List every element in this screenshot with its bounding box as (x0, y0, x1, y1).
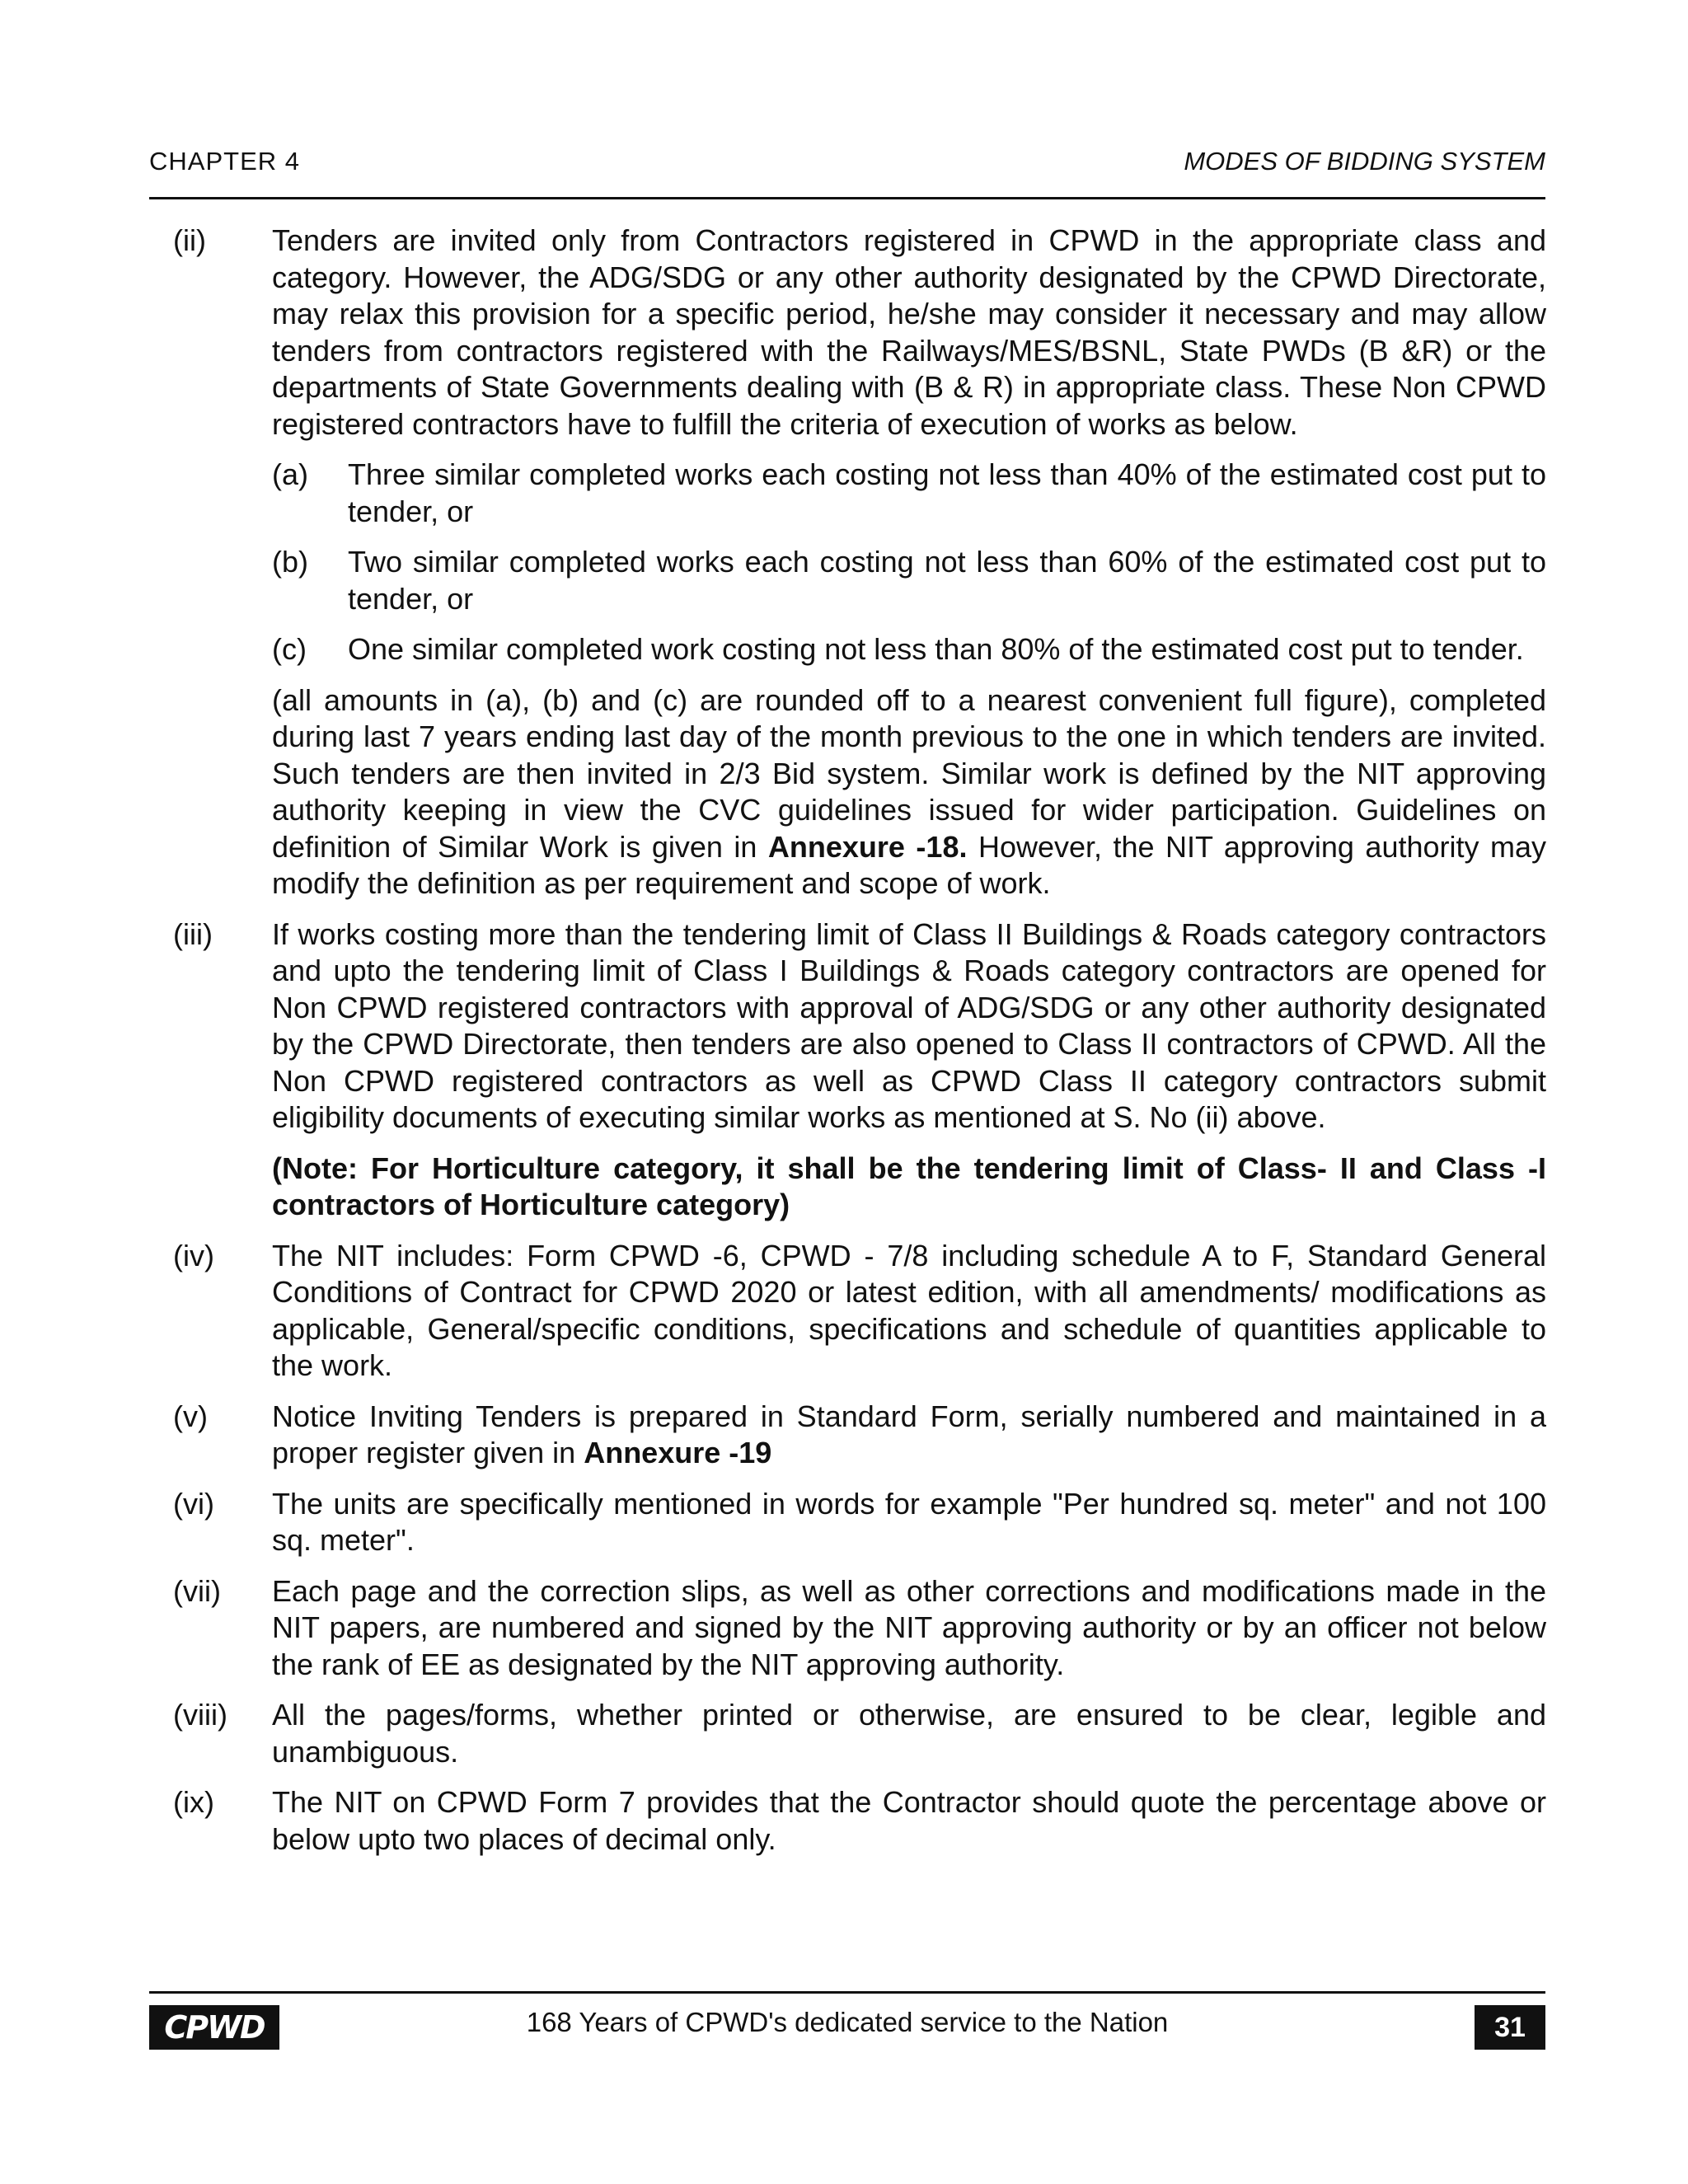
footer-divider (149, 1991, 1545, 1994)
item-number: (ix) (173, 1785, 214, 1819)
sub-item-text: Three similar completed works each costing not less than 40% of the estimated cost put to tender, or (348, 457, 1546, 528)
similar-work-paragraph (272, 682, 1546, 902)
document-body (173, 223, 1546, 1872)
sub-item-text: One similar completed work costing not less than 80% of the estimated cost put to tender. (348, 632, 1524, 666)
header-divider (149, 197, 1545, 199)
list-item-iii (173, 916, 1546, 1137)
chapter-label: CHAPTER 4 (149, 147, 300, 176)
item-text: Notice Inviting Tenders is prepared in Standard Form, serially numbered and maintained in a proper register given in (272, 1399, 1546, 1469)
page-header (149, 142, 1545, 183)
item-text: The NIT includes: Form CPWD -6, CPWD - 7/8 including schedule A to F, Standard General Conditions of Contract for CPWD 2020 or latest edition, with all amendments/ modifications as applicable, General/specific conditions, specifications and schedule of quantities applicable to the work. (272, 1238, 1546, 1382)
item-text: If works costing more than the tendering limit of Class II Buildings & Roads category contractors and upto the tendering limit of Class I Buildings & Roads category contractors are opened for Non CPWD registered contractors with approval of ADG/SDG or any other authority designated by the CPWD Directorate, then tenders are also opened to Class II contractors of CPWD. All the Non CPWD registered contractors as well as CPWD Class II category contractors submit eligibility documents of executing similar works as mentioned at S. No (ii) above. (272, 916, 1546, 1134)
chapter-title: MODES OF BIDDING SYSTEM (1184, 147, 1545, 176)
list-item-vii (173, 1573, 1546, 1684)
item-number: (v) (173, 1399, 208, 1433)
sub-item-c (272, 631, 1546, 668)
item-text: The NIT on CPWD Form 7 provides that the Contractor should quote the percentage above or below upto two places of decimal only. (272, 1785, 1546, 1856)
cpwd-logo: CPWD (149, 2005, 279, 2050)
sub-item-b (272, 544, 1546, 617)
item-number: (vii) (173, 1573, 221, 1608)
list-item-iv (173, 1238, 1546, 1385)
sub-item-text: Two similar completed works each costing not less than 60% of the estimated cost put to tender, or (348, 545, 1546, 616)
annexure-19-ref: Annexure -19 (584, 1436, 772, 1469)
item-number: (viii) (173, 1698, 227, 1732)
item-text: Tenders are invited only from Contractors registered in CPWD in the appropriate class and category. However, the ADG/SDG or any other authority designated by the CPWD Directorate, may relax this provision for a specific period, he/she may consider it necessary and may allow tenders from contractors registered with the Railways/MES/BSNL, State PWDs (B &R) or the departments of State Governments dealing with (B & R) in appropriate class. These Non CPWD registered contractors have to fulfill the criteria of execution of works as below. (272, 223, 1546, 441)
paragraph-text: (all amounts in (a), (b) and (c) are rounded off to a nearest convenient full figure), completed during last 7 years ending last day of the month previous to the one in which tenders are invited. Such tenders are then invited in 2/3 Bid system. Similar work is defined by the NIT approving authority keeping in view the CVC guidelines issued for wider participation. Guidelines on definition of Similar Work is given in (272, 682, 1546, 864)
list-item-viii (173, 1697, 1546, 1770)
item-number: (vi) (173, 1486, 214, 1521)
item-number: (iii) (173, 916, 213, 951)
item-text: All the pages/forms, whether printed or otherwise, are ensured to be clear, legible and unambiguous. (272, 1698, 1546, 1769)
sub-item-number: (b) (272, 545, 308, 579)
annexure-18-ref: Annexure -18. (767, 829, 968, 864)
list-item-ix (173, 1784, 1546, 1858)
page-footer (149, 1999, 1545, 2056)
list-item-ii (173, 223, 1546, 443)
item-number: (ii) (173, 223, 206, 257)
paragraph-text-end: However, the NIT approving authority may modify the definition as per requirement and scope of work. (272, 829, 1546, 900)
footer-tagline: 168 Years of CPWD's dedicated service to the Nation (526, 2007, 1169, 2037)
sub-item-number: (c) (272, 632, 307, 666)
page-number: 31 (1475, 2005, 1545, 2050)
item-text: Each page and the correction slips, as well as other corrections and modifications made in the NIT papers, are numbered and signed by the NIT approving authority or by an officer not below the rank of EE as designated by the NIT approving authority. (272, 1573, 1546, 1681)
list-item-vi (173, 1486, 1546, 1559)
sub-item-number: (a) (272, 457, 308, 491)
item-text: The units are specifically mentioned in words for example "Per hundred sq. meter" and not 100 sq. meter". (272, 1486, 1546, 1557)
list-item-v (173, 1399, 1546, 1472)
sub-item-a (272, 457, 1546, 530)
item-number: (iv) (173, 1238, 214, 1272)
horticulture-note: (Note: For Horticulture category, it shall be the tendering limit of Class- II and Class -I contractors of Horticulture category) (272, 1151, 1546, 1221)
